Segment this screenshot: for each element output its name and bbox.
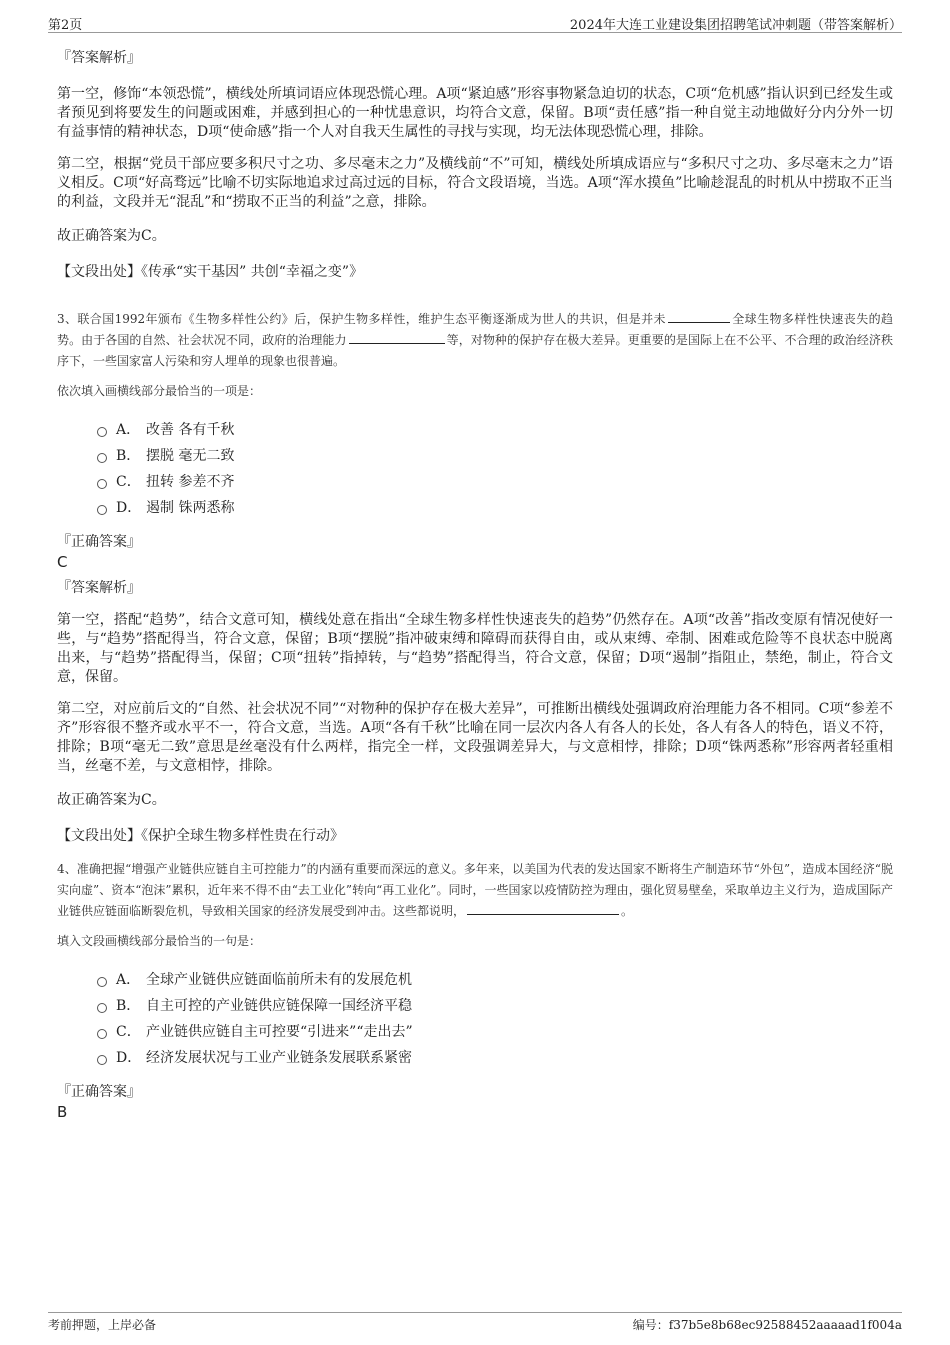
document-id: 编号：f37b5e8b68ec92588452aaaaad1f004a — [632, 1318, 902, 1332]
question-prompt: 填入文段画横线部分最恰当的一句是： — [57, 934, 262, 948]
correct-answer-label: 『正确答案』 — [57, 1084, 141, 1100]
radio-icon[interactable] — [97, 453, 107, 463]
analysis-paragraph: 第一空，搭配“趋势”，结合文意可知，横线处意在指出“全球生物多样性快速丧失的趋势”仍然存在。A项“改善”指改变原有情况使好一些，与“趋势”搭配得当，符合文意，保留；B项“摆脱”指冲破束缚和障碍而获得自由，或从束缚、牵制、困难或危险等不良状态中脱离出来，与“趋势”搭配得当，保留；C项“扭转”指掉转，与“趋势”搭配得当，符合文意，保留；D项“遏制”指阻止，禁绝，制止，符合文意，保留。 — [57, 612, 893, 685]
analysis-paragraph: 第二空，对应前后文的“自然、社会状况不同”“对物种的保护存在极大差异”，可推断出横线处强调政府治理能力各不相同。C项“参差不齐”形容很不整齐或水平不一，符合文意，当选。A项“各有千秋”比喻在同一层次内各人有各人的长处，各人有各人的特色，语义不符，排除；B项“毫无二致”意思是丝毫没有什么两样，指完全一样，文段强调差异大，与文意相悖，排除；D项“铢两悉称”形容两者轻重相当，丝毫不差，与文意相悖，排除。 — [57, 701, 893, 774]
options-list — [97, 967, 893, 1071]
question-4 — [57, 859, 893, 1121]
source-citation: 【文段出处】《保护全球生物多样性贵在行动》 — [57, 828, 344, 844]
correct-answer: C — [57, 553, 68, 571]
options-list — [97, 417, 893, 521]
radio-icon[interactable] — [97, 427, 107, 437]
conclusion: 故正确答案为C。 — [57, 792, 166, 808]
radio-icon[interactable] — [97, 1003, 107, 1013]
blank-line — [349, 331, 445, 344]
option-d[interactable]: D． 经济发展状况与工业产业链条发展联系紧密 — [97, 1045, 893, 1071]
page-number: 第2页 — [48, 18, 83, 33]
analysis-paragraph: 第二空，根据“党员干部应要多积尺寸之功、多尽毫末之力”及横线前“不”可知，横线处所填成语应与“多积尺寸之功、多尽毫末之力”语义相反。C项“好高骛远”比喻不切实际地追求过高过远的目标，符合文段语境，当选。A项“浑水摸鱼”比喻趁混乱的时机从中捞取不正当的利益，文段并无“混乱”和“捞取不正当的利益”之意，排除。 — [57, 156, 893, 210]
blank-line — [467, 902, 619, 915]
radio-icon[interactable] — [97, 977, 107, 987]
question-prompt: 依次填入画横线部分最恰当的一项是： — [57, 384, 262, 398]
page-header — [48, 12, 902, 33]
radio-icon[interactable] — [97, 1029, 107, 1039]
option-a[interactable]: A． 改善 各有千秋 — [97, 417, 893, 443]
radio-icon[interactable] — [97, 505, 107, 515]
conclusion: 故正确答案为C。 — [57, 228, 166, 244]
analysis-label: 『答案解析』 — [57, 50, 141, 66]
radio-icon[interactable] — [97, 1055, 107, 1065]
question-text: 4、准确把握“增强产业链供应链自主可控能力”的内涵有重要而深远的意义。多年来，以美国为代表的发达国家不断将生产制造环节“外包”，造成本国经济“脱实向虚”、资本“泡沫”累积，近年来不得不由“去工业化”转向“再工业化”。同时，一些国家以疫情防控为理由，强化贸易壁垒，采取单边主义行为，造成国际产业链供应链面临断裂危机，导致相关国家的经济发展受到冲击。这些都说明， 。 — [57, 862, 893, 918]
question-3 — [57, 309, 893, 845]
page-footer — [48, 1312, 902, 1333]
option-c[interactable]: C． 产业链供应链自主可控要“引进来”“走出去” — [97, 1019, 893, 1045]
analysis-label: 『答案解析』 — [57, 580, 141, 596]
page-content — [57, 44, 893, 1127]
question-text: 3、联合国1992年颁布《生物多样性公约》后，保护生物多样性，维护生态平衡逐渐成为世人的共识，但是并未 全球生物多样性快速丧失的趋势。由于各国的自然、社会状况不同，政府的治理能力 等，对物种的保护存在极大差异。更重要的是国际上在不公平、不合理的政治经济秩序下，一些国家富人污染和穷人埋单的现象也很普遍。 — [57, 312, 893, 368]
blank-line — [668, 310, 730, 323]
correct-answer-label: 『正确答案』 — [57, 534, 141, 550]
footer-slogan: 考前押题，上岸必备 — [48, 1318, 157, 1332]
analysis-paragraph: 第一空，修饰“本领恐慌”，横线处所填词语应体现恐慌心理。A项“紧迫感”形容事物紧急迫切的状态，C项“危机感”指认识到已经发生或者预见到将要发生的问题或困难，并感到担心的一种忧患意识，均符合文意，保留。B项“责任感”指一种自觉主动地做好分内分外一切有益事情的精神状态，D项“使命感”指一个人对自我天生属性的寻找与实现，均无法体现恐慌心理，排除。 — [57, 86, 893, 140]
option-d[interactable]: D． 遏制 铢两悉称 — [97, 495, 893, 521]
option-b[interactable]: B． 摆脱 毫无二致 — [97, 443, 893, 469]
document-title: 2024年大连工业建设集团招聘笔试冲刺题（带答案解析） — [569, 18, 902, 33]
option-b[interactable]: B． 自主可控的产业链供应链保障一国经济平稳 — [97, 993, 893, 1019]
option-c[interactable]: C． 扭转 参差不齐 — [97, 469, 893, 495]
option-a[interactable]: A． 全球产业链供应链面临前所未有的发展危机 — [97, 967, 893, 993]
correct-answer: B — [57, 1103, 68, 1121]
radio-icon[interactable] — [97, 479, 107, 489]
source-citation: 【文段出处】《传承“实干基因” 共创“幸福之变”》 — [57, 264, 364, 280]
